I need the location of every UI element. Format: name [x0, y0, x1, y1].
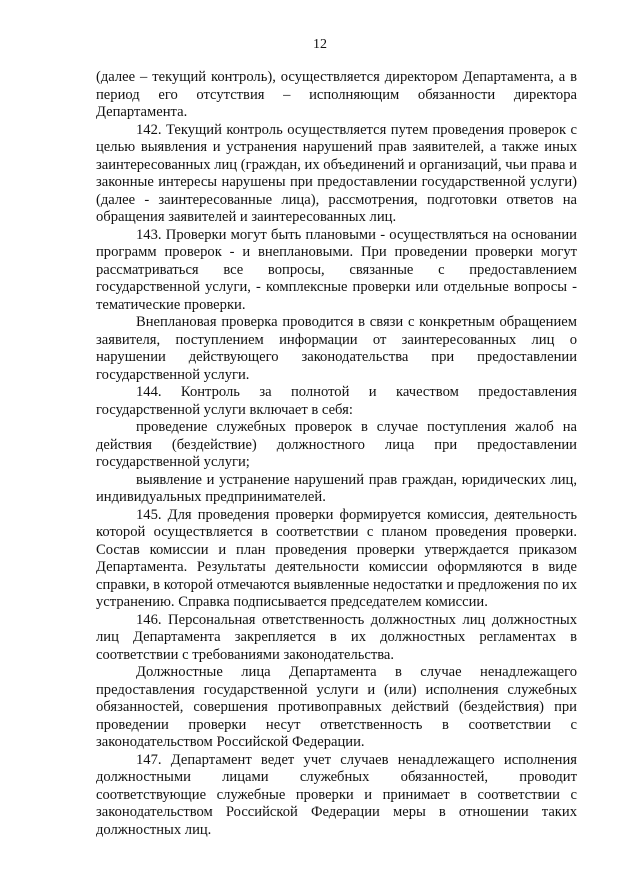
paragraph-143: 143. Проверки могут быть плановыми - осуществляться на основании программ проверок - и внеплановыми. При проведении проверки могут рассматриваться все вопросы, связанные с предоставлением государственной услуги, - комплексные проверки или отдельные вопросы - тематические проверки. [96, 226, 577, 313]
list-item-official-inspections: проведение служебных проверок в случае поступления жалоб на действия (бездействие) должностного лица при предоставлении государственной услуги; [96, 419, 577, 470]
paragraph-144: 144. Контроль за полнотой и качеством предоставления государственной услуги включает в себя: [96, 384, 577, 418]
paragraph-142: 142. Текущий контроль осуществляется путем проведения проверок с целью выявления и устранения нарушений прав заявителей, а также иных заинтересованных лиц (граждан, их объединений и организаций, чьи права и законные интересы нарушены при предоставлении государственной услуги) (далее - заинтересованные лица), рассмотрения, подготовки ответов на обращения заявителей и заинтересованных лиц. [96, 121, 577, 225]
list-item-violations: выявление и устранение нарушений прав граждан, юридических лиц, индивидуальных предпринимателей. [96, 471, 577, 505]
paragraph-continuation: (далее – текущий контроль), осуществляется директором Департамента, а в период его отсутствия – исполняющим обязанности директора Департамента. [96, 69, 577, 120]
paragraph-147: 147. Департамент ведет учет случаев ненадлежащего исполнения должностными лицами служебных обязанностей, проводит соответствующие служебные проверки и принимает в соответствии с законодательством Российской Федерации меры в отношении таких должностных лиц. [96, 751, 577, 838]
paragraph-officials-responsibility: Должностные лица Департамента в случае ненадлежащего предоставления государственной услуги и (или) исполнения служебных обязанностей, совершения противоправных действий (бездействия) при проведении проверки несут ответственность в соответствии с законодательством Российской Федерации. [96, 664, 577, 750]
paragraph-unscheduled-inspection: Внеплановая проверка проводится в связи с конкретным обращением заявителя, поступлением информации от заинтересованных лиц о нарушении действующего законодательства при предоставлении государственной услуги. [96, 314, 577, 383]
page-number: 12 [313, 37, 327, 52]
document-body [96, 69, 577, 839]
paragraph-145: 145. Для проведения проверки формируется комиссия, деятельность которой осуществляется в соответствии с планом проведения проверки. Состав комиссии и план проведения проверки утверждается приказом Департамента. Результаты деятельности комиссии оформляются в виде справки, в которой отмечаются выявленные недостатки и предложения по их устранению. Справка подписывается председателем комиссии. [96, 506, 577, 610]
paragraph-146: 146. Персональная ответственность должностных лиц должностных лиц Департамента закрепляется в их должностных регламентах в соответствии с требованиями законодательства. [96, 611, 577, 663]
